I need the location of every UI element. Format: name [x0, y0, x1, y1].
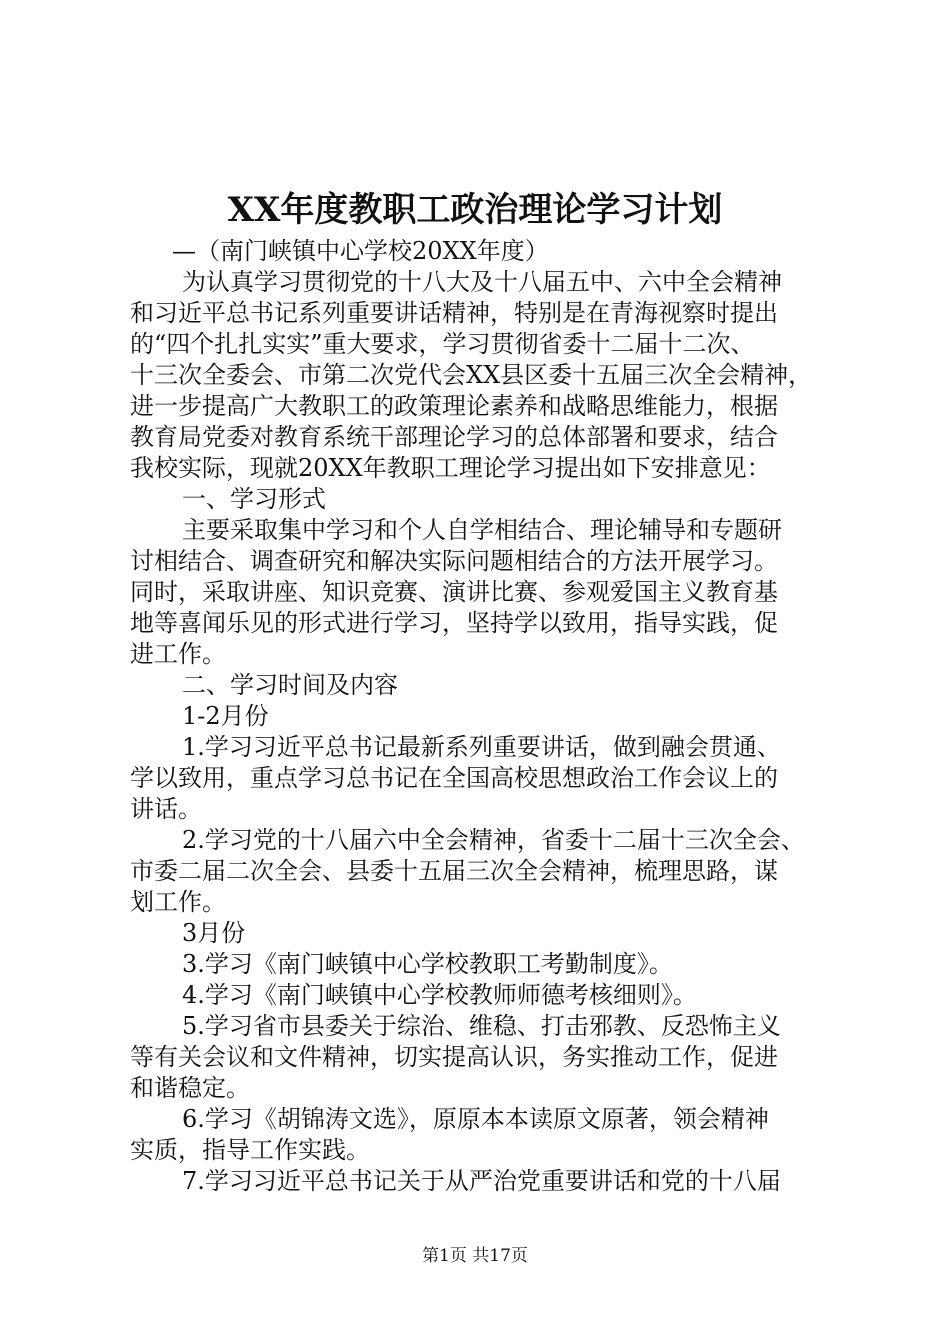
- text-line: 进工作。: [130, 640, 226, 668]
- text-line: 讨相结合、调查研究和解决实际问题相结合的方法开展学习。: [130, 547, 778, 575]
- month-heading: 3月份: [182, 919, 246, 947]
- text-line: 和习近平总书记系列重要讲话精神，特别是在青海视察时提出: [130, 299, 778, 327]
- month-heading: 1-2月份: [182, 702, 269, 730]
- section-heading: 二、学习时间及内容: [182, 671, 398, 699]
- text-line: 同时，采取讲座、知识竞赛、演讲比赛、参观爱国主义教育基: [130, 578, 778, 606]
- text-line: 7.学习习近平总书记关于从严治党重要讲话和党的十八届: [182, 1167, 781, 1195]
- text-line: 实质，指导工作实践。: [130, 1136, 370, 1164]
- text-line: 主要采取集中学习和个人自学相结合、理论辅导和专题研: [182, 516, 782, 544]
- text-line: 进一步提高广大教职工的政策理论素养和战略思维能力，根据: [130, 392, 778, 420]
- text-line: 学以致用，重点学习总书记在全国高校思想政治工作会议上的: [130, 764, 778, 792]
- text-line: 我校实际，现就20XX年教职工理论学习提出如下安排意见：: [130, 454, 771, 482]
- text-line: 地等喜闻乐见的形式进行学习，坚持学以致用，指导实践，促: [130, 609, 778, 637]
- text-line: 教育局党委对教育系统干部理论学习的总体部署和要求，结合: [130, 423, 778, 451]
- text-line: 2.学习党的十八届六中全会精神，省委十二届十三次全会、: [182, 826, 805, 854]
- page-number-footer: 第1页 共17页: [422, 1246, 528, 1266]
- text-line: 讲话。: [130, 795, 202, 823]
- text-line: 1.学习习近平总书记最新系列重要讲话，做到融会贯通、: [182, 733, 781, 761]
- text-line: 3.学习《南门峡镇中心学校教职工考勤制度》。: [182, 950, 673, 978]
- text-line: —（南门峡镇中心学校20XX年度）: [172, 237, 549, 265]
- text-line: 4.学习《南门峡镇中心学校教师师德考核细则》。: [182, 981, 697, 1009]
- text-line: 为认真学习贯彻党的十八大及十八届五中、六中全会精神: [182, 268, 782, 296]
- text-line: 十三次全委会、市第二次党代会XX县区委十五届三次全会精神，: [130, 361, 813, 389]
- text-line: 和谐稳定。: [130, 1074, 250, 1102]
- text-line: 5.学习省市县委关于综治、维稳、打击邪教、反恐怖主义: [182, 1012, 781, 1040]
- section-heading: 一、学习形式: [182, 485, 326, 513]
- text-line: 划工作。: [130, 888, 226, 916]
- document-title: XX年度教职工政治理论学习计划: [227, 190, 723, 230]
- text-line: 的“四个扎扎实实”重大要求，学习贯彻省委十二届十二次、: [130, 330, 755, 358]
- text-line: 等有关会议和文件精神，切实提高认识，务实推动工作，促进: [130, 1043, 778, 1071]
- text-line: 市委二届二次全会、县委十五届三次全会精神，梳理思路，谋: [130, 857, 778, 885]
- text-line: 6.学习《胡锦涛文选》，原原本本读原文原著，领会精神: [182, 1105, 769, 1133]
